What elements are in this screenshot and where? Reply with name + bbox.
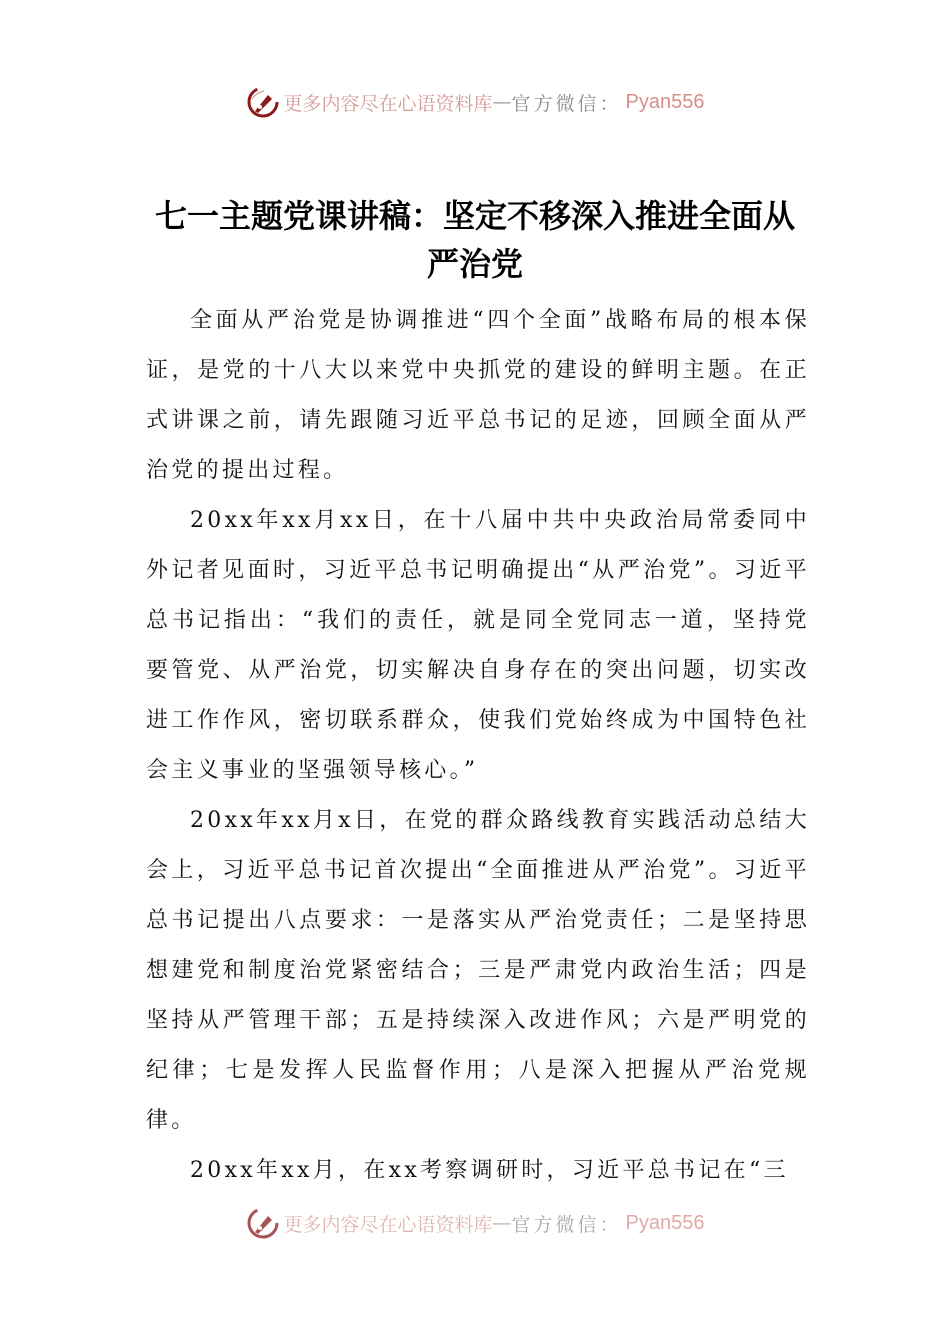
- watermark-text: 更多内容尽在心语资料库: [283, 92, 493, 115]
- paragraph-intro: 全面从严治党是协调推进“四个全面”战略布局的根本保证，是党的十八大以来党中央抓党的建设的鲜明主题。在正式讲课之前，请先跟随习近平总书记的足迹，回顾全面从严治党的提出过程。: [146, 308, 810, 483]
- watermark-label: 官方微信：: [511, 1213, 622, 1236]
- footer-watermark: [0, 1203, 950, 1243]
- watermark-dash: —: [492, 91, 512, 113]
- document-body: [146, 296, 810, 1196]
- watermark-wechat-id: Pyan556: [625, 1211, 705, 1234]
- watermark-dash: —: [492, 1212, 512, 1234]
- document-title: 七一主题党课讲稿：坚定不移深入推进全面从严治党: [154, 197, 795, 283]
- watermark-wechat-id: Pyan556: [625, 90, 705, 113]
- pen-nib-logo-icon: [246, 1206, 280, 1240]
- paragraph-eight-requirements: 20xx年xx月x日，在党的群众路线教育实践活动总结大会上，习近平总书记首次提出“全面推进从严治党”。习近平总书记提出八点要求：一是落实从严治党责任；二是坚持思想建党和制度治党紧密结合；三是严肃党内政治生活；四是坚持从严管理干部；五是持续深入改进作风；六是严明党的纪律；七是发挥人民监督作用；八是深入把握从严治党规律。: [146, 808, 810, 1133]
- paragraph-inspection: 20xx年xx月，在xx考察调研时，习近平总书记在“三: [190, 1158, 789, 1183]
- pen-nib-logo-icon: [246, 85, 280, 119]
- watermark-label: 官方微信：: [511, 92, 622, 115]
- watermark-text: 更多内容尽在心语资料库: [283, 1213, 493, 1236]
- paragraph-first-proposal: 20xx年xx月xx日，在十八届中共中央政治局常委同中外记者见面时，习近平总书记明确提出“从严治党”。习近平总书记指出：“我们的责任，就是同全党同志一道，坚持党要管党、从严治党，切实解决自身存在的突出问题，切实改进工作作风，密切联系群众，使我们党始终成为中国特色社会主义事业的坚强领导核心。”: [146, 508, 810, 783]
- header-watermark: [0, 82, 950, 122]
